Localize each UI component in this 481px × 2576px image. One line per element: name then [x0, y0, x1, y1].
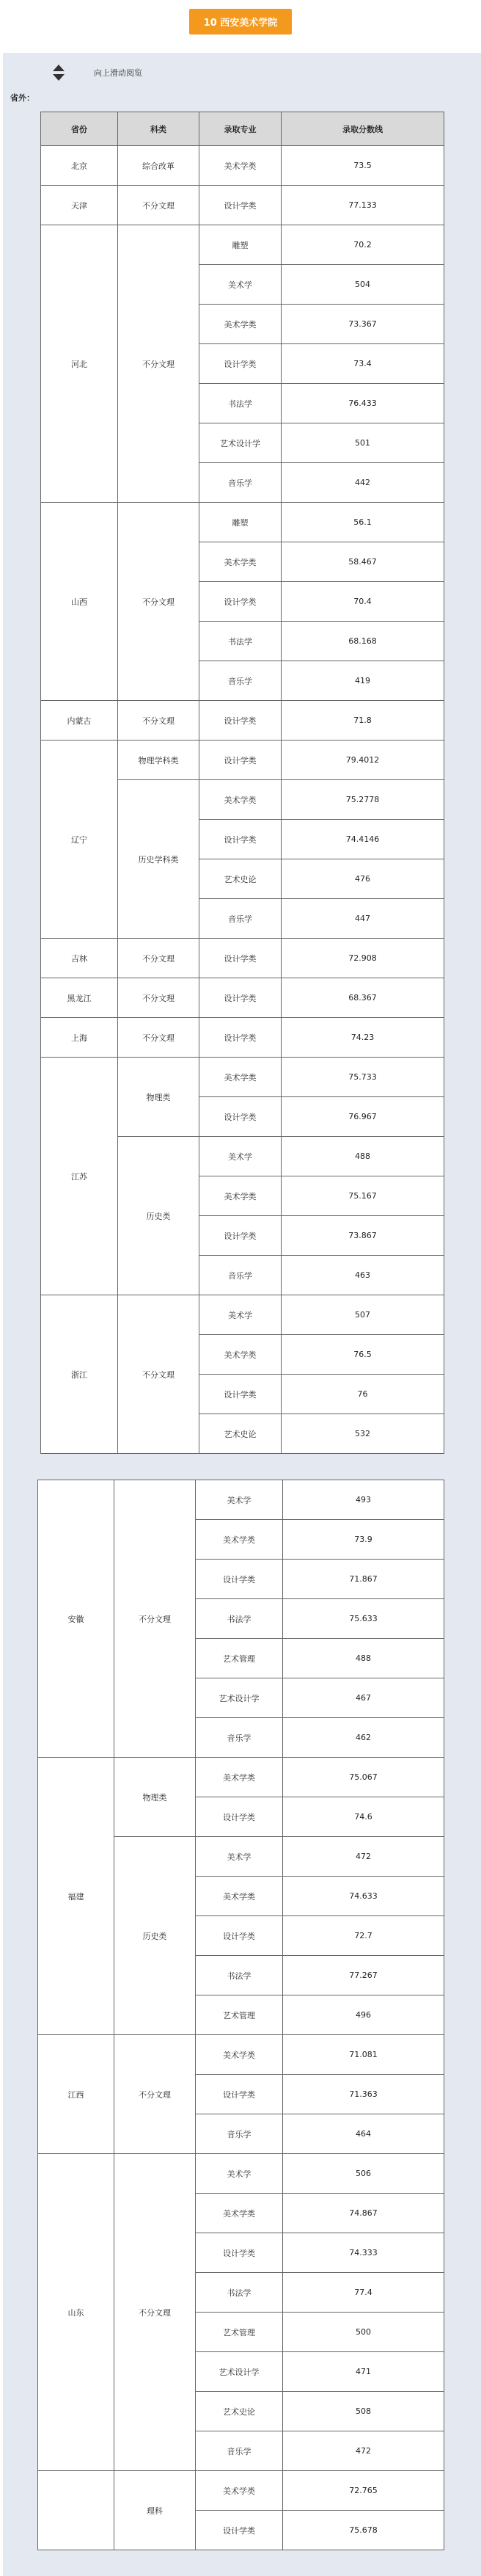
category-cell: 不分文理 [118, 1018, 199, 1058]
province-cell: 河北 [41, 225, 118, 503]
major-cell: 设计学类 [196, 2511, 283, 2550]
province-cell: 山东 [38, 2154, 114, 2471]
major-cell: 美术学类 [199, 1058, 282, 1097]
score-cell: 73.867 [282, 1216, 444, 1256]
province-cell: 内蒙古 [41, 701, 118, 741]
province-cell: 山西 [41, 503, 118, 701]
up-down-arrows-icon [53, 65, 65, 81]
score-cell: 58.467 [282, 542, 444, 582]
category-cell: 不分文理 [114, 1480, 196, 1758]
score-cell: 74.23 [282, 1018, 444, 1058]
major-cell: 设计学类 [196, 1916, 283, 1956]
major-cell: 美术学 [196, 1837, 283, 1877]
scroll-hint[interactable] [53, 65, 142, 81]
score-cell: 71.867 [283, 1560, 444, 1599]
major-cell: 设计学类 [199, 1097, 282, 1137]
province-cell: 江西 [38, 2035, 114, 2154]
score-cell: 77.4 [283, 2273, 444, 2313]
score-cell: 71.363 [283, 2075, 444, 2114]
major-cell: 设计学类 [199, 582, 282, 622]
province-cell: 浙江 [41, 1295, 118, 1454]
major-cell: 设计学类 [199, 820, 282, 859]
major-cell: 设计学类 [196, 1797, 283, 1837]
major-cell: 设计学类 [199, 344, 282, 384]
major-cell: 音乐学 [199, 661, 282, 701]
major-cell: 美术学类 [196, 1758, 283, 1797]
major-cell: 美术学类 [199, 1176, 282, 1216]
score-cell: 476 [282, 859, 444, 899]
table-row [38, 1758, 444, 1797]
major-cell: 书法学 [196, 2273, 283, 2313]
score-cell: 76 [282, 1375, 444, 1414]
major-cell: 美术学类 [196, 2194, 283, 2233]
major-cell: 设计学类 [196, 2075, 283, 2114]
score-cell: 506 [283, 2154, 444, 2194]
table-row [41, 939, 444, 978]
major-cell: 设计学类 [199, 1375, 282, 1414]
score-cell: 75.2778 [282, 780, 444, 820]
province-cell: 北京 [41, 146, 118, 186]
category-cell: 不分文理 [114, 2035, 196, 2154]
score-cell: 72.7 [283, 1916, 444, 1956]
score-cell: 77.267 [283, 1956, 444, 1995]
header-category: 科类 [118, 112, 199, 146]
major-cell: 美术学类 [199, 305, 282, 344]
score-cell: 507 [282, 1295, 444, 1335]
province-cell: 天津 [41, 186, 118, 225]
score-cell: 56.1 [282, 503, 444, 542]
province-cell [38, 2471, 114, 2550]
score-cell: 70.2 [282, 225, 444, 265]
header-province: 省份 [41, 112, 118, 146]
major-cell: 设计学类 [196, 2233, 283, 2273]
score-cell: 75.633 [283, 1599, 444, 1639]
province-cell: 上海 [41, 1018, 118, 1058]
score-cell: 68.367 [282, 978, 444, 1018]
table-row [41, 701, 444, 741]
title-wrap [0, 9, 481, 34]
major-cell: 美术学类 [196, 2471, 283, 2511]
major-cell: 艺术设计学 [196, 2352, 283, 2392]
major-cell: 设计学类 [199, 1216, 282, 1256]
table-row [41, 225, 444, 265]
province-cell: 安徽 [38, 1480, 114, 1758]
score-cell: 463 [282, 1256, 444, 1295]
table-row [38, 2471, 444, 2511]
table-row [41, 978, 444, 1018]
table-row [41, 1018, 444, 1058]
score-cell: 464 [283, 2114, 444, 2154]
province-cell: 福建 [38, 1758, 114, 2035]
category-cell: 不分文理 [118, 186, 199, 225]
major-cell: 美术学类 [196, 1877, 283, 1916]
major-cell: 艺术史论 [199, 1414, 282, 1454]
table-row [38, 2035, 444, 2075]
table-row [38, 1480, 444, 1520]
score-cell: 73.367 [282, 305, 444, 344]
major-cell: 音乐学 [199, 463, 282, 503]
major-cell: 设计学类 [199, 978, 282, 1018]
score-cell: 419 [282, 661, 444, 701]
score-cell: 471 [283, 2352, 444, 2392]
major-cell: 设计学类 [199, 741, 282, 780]
major-cell: 艺术管理 [196, 2313, 283, 2352]
category-cell: 综合改革 [118, 146, 199, 186]
score-cell: 493 [283, 1480, 444, 1520]
score-cell: 501 [282, 423, 444, 463]
major-cell: 音乐学 [196, 1718, 283, 1758]
table-row [41, 1058, 444, 1097]
score-cell: 74.333 [283, 2233, 444, 2273]
score-cell: 71.081 [283, 2035, 444, 2075]
category-cell: 物理学科类 [118, 741, 199, 780]
score-cell: 496 [283, 1995, 444, 2035]
table-row [41, 186, 444, 225]
major-cell: 美术学 [199, 265, 282, 305]
table-row [41, 146, 444, 186]
major-cell: 美术学类 [199, 1335, 282, 1375]
major-cell: 美术学 [196, 2154, 283, 2194]
table-row [41, 741, 444, 780]
table-row [38, 2154, 444, 2194]
category-cell: 物理类 [118, 1058, 199, 1137]
category-cell: 不分文理 [118, 1295, 199, 1454]
major-cell: 音乐学 [199, 1256, 282, 1295]
major-cell: 美术学类 [196, 1520, 283, 1560]
table-row [41, 1295, 444, 1335]
score-cell: 76.5 [282, 1335, 444, 1375]
category-cell: 物理类 [114, 1758, 196, 1837]
score-cell: 74.633 [283, 1877, 444, 1916]
score-cell: 74.867 [283, 2194, 444, 2233]
major-cell: 音乐学 [199, 899, 282, 939]
major-cell: 音乐学 [196, 2114, 283, 2154]
category-cell: 历史类 [118, 1137, 199, 1295]
category-cell: 不分文理 [118, 701, 199, 741]
score-cell: 75.678 [283, 2511, 444, 2550]
major-cell: 书法学 [199, 622, 282, 661]
category-cell: 不分文理 [118, 225, 199, 503]
score-cell: 472 [283, 2431, 444, 2471]
major-cell: 美术学类 [199, 542, 282, 582]
score-cell: 77.133 [282, 186, 444, 225]
score-cell: 72.908 [282, 939, 444, 978]
major-cell: 艺术史论 [199, 859, 282, 899]
score-cell: 75.733 [282, 1058, 444, 1097]
major-cell: 书法学 [199, 384, 282, 423]
major-cell: 美术学 [196, 1480, 283, 1520]
major-cell: 书法学 [196, 1956, 283, 1995]
major-cell: 设计学类 [196, 1560, 283, 1599]
score-cell: 71.8 [282, 701, 444, 741]
score-cell: 76.967 [282, 1097, 444, 1137]
category-cell: 理科 [114, 2471, 196, 2550]
major-cell: 艺术管理 [196, 1995, 283, 2035]
major-cell: 设计学类 [199, 1018, 282, 1058]
category-cell: 不分文理 [118, 939, 199, 978]
category-cell: 历史学科类 [118, 780, 199, 939]
header-score: 录取分数线 [282, 112, 444, 146]
admission-table-1 [40, 112, 444, 1454]
major-cell: 雕塑 [199, 503, 282, 542]
category-cell: 不分文理 [114, 2154, 196, 2471]
table-header-row [41, 112, 444, 146]
major-cell: 设计学类 [199, 701, 282, 741]
score-cell: 76.433 [282, 384, 444, 423]
score-cell: 73.9 [283, 1520, 444, 1560]
score-cell: 447 [282, 899, 444, 939]
score-cell: 504 [282, 265, 444, 305]
score-cell: 467 [283, 1678, 444, 1718]
scroll-hint-text: 向上滑动阅览 [94, 68, 142, 78]
major-cell: 雕塑 [199, 225, 282, 265]
score-cell: 70.4 [282, 582, 444, 622]
score-cell: 68.168 [282, 622, 444, 661]
province-cell: 吉林 [41, 939, 118, 978]
major-cell: 音乐学 [196, 2431, 283, 2471]
category-cell: 历史类 [114, 1837, 196, 2035]
major-cell: 艺术管理 [196, 1639, 283, 1678]
score-cell: 73.5 [282, 146, 444, 186]
province-cell: 江苏 [41, 1058, 118, 1295]
table-row [41, 503, 444, 542]
score-cell: 488 [283, 1639, 444, 1678]
section-label: 省外： [10, 93, 34, 103]
score-cell: 73.4 [282, 344, 444, 384]
major-cell: 美术学 [199, 1137, 282, 1176]
score-cell: 75.167 [282, 1176, 444, 1216]
major-cell: 艺术设计学 [196, 1678, 283, 1718]
score-cell: 472 [283, 1837, 444, 1877]
province-cell: 黑龙江 [41, 978, 118, 1018]
major-cell: 设计学类 [199, 186, 282, 225]
province-cell: 辽宁 [41, 741, 118, 939]
major-cell: 美术学 [199, 1295, 282, 1335]
score-cell: 74.4146 [282, 820, 444, 859]
major-cell: 书法学 [196, 1599, 283, 1639]
score-cell: 74.6 [283, 1797, 444, 1837]
major-cell: 艺术史论 [196, 2392, 283, 2431]
major-cell: 美术学类 [196, 2035, 283, 2075]
score-cell: 488 [282, 1137, 444, 1176]
score-cell: 462 [283, 1718, 444, 1758]
score-cell: 532 [282, 1414, 444, 1454]
major-cell: 设计学类 [199, 939, 282, 978]
major-cell: 艺术设计学 [199, 423, 282, 463]
school-title-badge: 10 西安美术学院 [189, 9, 293, 34]
score-cell: 508 [283, 2392, 444, 2431]
score-cell: 79.4012 [282, 741, 444, 780]
category-cell: 不分文理 [118, 978, 199, 1018]
score-cell: 72.765 [283, 2471, 444, 2511]
score-cell: 442 [282, 463, 444, 503]
header-major: 录取专业 [199, 112, 282, 146]
category-cell: 不分文理 [118, 503, 199, 701]
score-cell: 75.067 [283, 1758, 444, 1797]
admission-table-2 [37, 1480, 444, 2550]
score-cell: 500 [283, 2313, 444, 2352]
major-cell: 美术学类 [199, 146, 282, 186]
major-cell: 美术学类 [199, 780, 282, 820]
